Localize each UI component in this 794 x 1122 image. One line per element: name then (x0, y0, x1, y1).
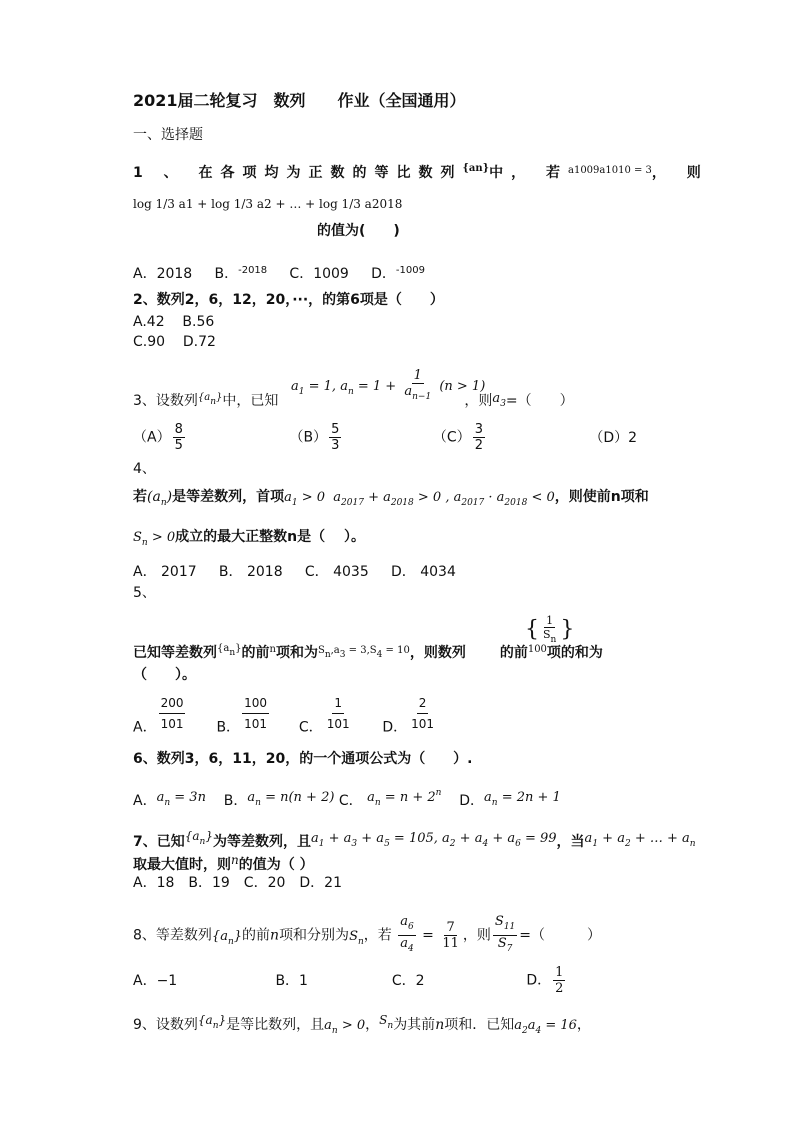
question-8-stem: 8、等差数列$\{a_n\}$的前n项和分别为$S_n$，若 $\frac{a_6}{a_4}$ = $\frac{7}{11}$ ，则 $\frac{S_{11}}{S_7}$ =（ ） (133, 914, 601, 954)
q8-options: A．−1 B．1 C．2 D． $\frac{1}{2}$ (133, 965, 564, 996)
q6-options: A．$a_n = 3n$ B．$a_n = n(n + 2)$ C． $a_n = n + 2^n$ D．$a_n = 2n + 1$ (133, 788, 561, 809)
q3-condition: $a_1 = 1$, $a_n = 1$ + $\frac{1}{a_{n-1}}$ (n > 1) (291, 368, 486, 402)
q1-sequence: {an} (462, 163, 490, 174)
question-9-stem: 9、设数列$\{a_n\}$是等比数列，且$a_n > 0$，$S_n$为其前n项和．已知$a_2a_4 = 16$， (133, 1013, 591, 1036)
q1-condition: a1009a1010 = 3 (568, 165, 652, 176)
q5-series-fraction: { $\frac{1}{S_n}$ } (525, 614, 575, 645)
question-5-stem: 已知等差数列$^{\{an\}}$的前$^n$项和为$^{Sn,a3 = 3,S4 = 10}$，则数列 的前$^{100}$项的和为 (133, 643, 603, 661)
question-5-number: 5、 (133, 585, 156, 601)
question-4-stem: 若$(a_n)$是等差数列，首项$a_1 > 0$ $a_{2017} + a_{2018} > 0$ , $a_{2017} \cdot a_{2018} < 0$，则使前n项和 (133, 489, 649, 508)
question-6-stem: 6、数列3，6，11，20，的一个通项公式为（ ）. (133, 751, 473, 767)
q4-options: A． 2017 B． 2018 C． 4035 D． 4034 (133, 564, 456, 580)
q5-options: A． $\frac{200}{101}$ B． $\frac{100}{101}$ C． $\frac{1}{101}$ D． $\frac{2}{101}$ (133, 693, 438, 737)
q2-options-row-1: A.42 B.56 (133, 314, 215, 330)
question-2-stem: 2、数列2，6，12，20，···，的第6项是（ ） (133, 292, 444, 308)
question-7-stem-2: 取最大值时，则n的值为（ ） (133, 853, 314, 873)
question-5-stem-2: （ ）。 (133, 667, 196, 683)
question-1-stem: 1 、 在各项均为正数的等比数列$^{\{an\}}$中， 若$^{a1009a1010 = 3}$， 则 (133, 163, 709, 181)
page-title: 2021届二轮复习 数列 作业（全国通用） (133, 91, 466, 110)
q1-ask: 的值为( ) (317, 223, 400, 239)
q2-options-row-2: C.90 D.72 (133, 334, 216, 350)
question-7-stem: 7、已知$\{a_n\}$为等差数列，且$a_1 + a_3 + a_5 = 105$, $a_2 + a_4 + a_6 = 99$，当$a_1 + a_2$ + … + $a_n$ (133, 829, 696, 850)
q1-options: A．2018 B．$^{-2018}$ C．1009 D．$^{-1009}$ (133, 265, 425, 282)
question-4-number: 4、 (133, 461, 156, 477)
q1-expression: log 1/3 a1 + log 1/3 a2 + … + log 1/3 a2018 (133, 197, 403, 211)
section-heading: 一、选择题 (133, 127, 203, 143)
question-3-stem: 3、设数列$^{\{an\}}$中，已知 ，则$a_3=$（ ） (133, 391, 574, 409)
q3-options: （A） $\frac{8}{5}$ （B） $\frac{5}{3}$ （C） $\frac{3}{2}$ （D）2 (133, 422, 638, 453)
question-4-stem-2: $S_n > 0$成立的最大正整数n是（ ）。 (133, 529, 365, 548)
q7-options: A．18 B．19 C．20 D．21 (133, 875, 342, 891)
